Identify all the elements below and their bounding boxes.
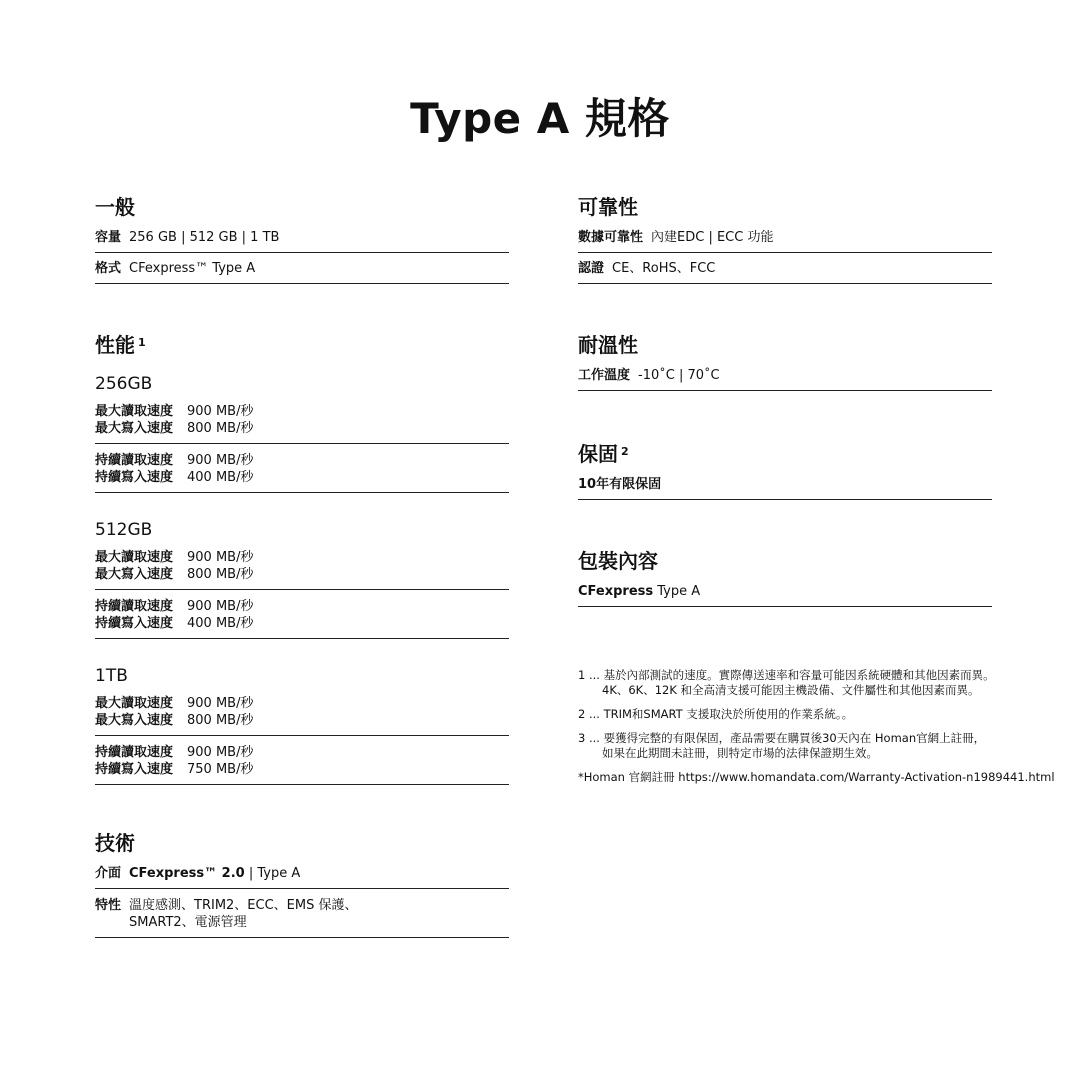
- max-write-value: 800 MB/秒: [187, 567, 254, 582]
- model-name: 256GB: [95, 374, 153, 394]
- temperature-heading: 耐溫性: [578, 333, 638, 357]
- model-block-256gb: [95, 373, 509, 493]
- max-read-value: 900 MB/秒: [187, 550, 254, 565]
- capacity-value: 256 GB | 512 GB | 1 TB: [129, 230, 280, 245]
- sus-read-value: 900 MB/秒: [187, 453, 254, 468]
- max-speed-row: [95, 403, 509, 444]
- max-read-label: 最大讀取速度: [95, 696, 174, 711]
- general-heading: 一般: [95, 195, 135, 219]
- features-line-2: SMART2、電源管理: [129, 915, 247, 930]
- max-write-label: 最大寫入速度: [95, 567, 174, 582]
- max-write-pair: [95, 420, 509, 437]
- format-row: [95, 260, 509, 284]
- package-heading: 包裝內容: [578, 549, 658, 573]
- model-name: 512GB: [95, 520, 153, 540]
- sus-read-pair: [95, 744, 509, 761]
- sus-write-value: 400 MB/秒: [187, 470, 254, 485]
- warranty-heading: [578, 441, 992, 467]
- sus-read-label: 持續讀取速度: [95, 745, 174, 760]
- data-reliability-value: 內建EDC | ECC 功能: [651, 230, 774, 245]
- format-value: CFexpress™ Type A: [129, 261, 256, 276]
- warranty-heading-text: 保固: [578, 442, 618, 466]
- sustained-speed-row: [95, 452, 509, 493]
- max-write-label: 最大寫入速度: [95, 421, 174, 436]
- performance-section: [95, 332, 509, 358]
- sus-write-pair: [95, 761, 509, 778]
- sus-write-pair: [95, 615, 509, 632]
- technology-section: [95, 830, 509, 938]
- sus-write-label: 持續寫入速度: [95, 762, 174, 777]
- interface-value-rest: | Type A: [244, 866, 301, 881]
- technology-heading: 技術: [95, 831, 135, 855]
- max-write-value: 800 MB/秒: [187, 713, 254, 728]
- max-read-pair: [95, 549, 509, 566]
- max-write-pair: [95, 566, 509, 583]
- sus-write-pair: [95, 469, 509, 486]
- sustained-speed-row: [95, 744, 509, 785]
- data-reliability-label: 數據可靠性: [578, 230, 644, 245]
- footnote-2-line-1: 2 ... TRIM和SMART 支援取決於所使用的作業系統。。: [578, 707, 854, 721]
- sus-read-label: 持續讀取速度: [95, 599, 174, 614]
- reliability-section: [578, 194, 992, 284]
- sus-read-pair: [95, 452, 509, 469]
- package-value-rest: Type A: [653, 584, 701, 599]
- capacity-row: [95, 229, 509, 253]
- sus-read-label: 持續讀取速度: [95, 453, 174, 468]
- page-title: Type A 規格: [410, 94, 670, 143]
- certification-row: [578, 260, 992, 284]
- footnote-1: [578, 668, 1058, 698]
- sus-read-pair: [95, 598, 509, 615]
- max-read-label: 最大讀取速度: [95, 550, 174, 565]
- format-label: 格式: [95, 261, 122, 276]
- certification-value: CE、RoHS、FCC: [612, 261, 716, 276]
- max-read-value: 900 MB/秒: [187, 404, 254, 419]
- package-value-bold: CFexpress: [578, 584, 654, 599]
- max-write-pair: [95, 712, 509, 729]
- max-read-pair: [95, 695, 509, 712]
- warranty-value: 10年有限保固: [578, 477, 662, 492]
- max-read-label: 最大讀取速度: [95, 404, 174, 419]
- sustained-speed-row: [95, 598, 509, 639]
- footnote-ref-1: 1: [138, 336, 146, 349]
- certification-label: 認證: [578, 261, 605, 276]
- warranty-registration-link[interactable]: *Homan 官網註冊 https://www.homandata.com/Warranty-Activation-n1989441.html: [578, 770, 1055, 784]
- temperature-section: [578, 332, 992, 391]
- sus-write-label: 持續寫入速度: [95, 470, 174, 485]
- warranty-row: [578, 476, 992, 500]
- interface-value-bold: CFexpress™ 2.0: [129, 866, 245, 881]
- data-reliability-row: [578, 229, 992, 253]
- footnotes: [578, 668, 1058, 785]
- features-line-1: 溫度感測、TRIM2、ECC、EMS 保護、: [129, 898, 358, 913]
- model-block-512gb: [95, 519, 509, 639]
- footnote-2: [578, 707, 1058, 722]
- sus-write-value: 400 MB/秒: [187, 616, 254, 631]
- footnote-ref-2: 2: [621, 445, 629, 458]
- performance-heading-text: 性能: [95, 333, 135, 357]
- sus-write-label: 持續寫入速度: [95, 616, 174, 631]
- performance-heading: [95, 332, 509, 358]
- general-section: [95, 194, 509, 284]
- max-write-value: 800 MB/秒: [187, 421, 254, 436]
- max-read-value: 900 MB/秒: [187, 696, 254, 711]
- interface-label: 介面: [95, 866, 122, 881]
- footnote-1-line-2: 4K、6K、12K 和全高清支援可能因主機設備、文件屬性和其他因素而異。: [602, 683, 980, 697]
- model-name: 1TB: [95, 666, 128, 686]
- footnote-3-line-1: 3 ... 要獲得完整的有限保固，產品需要在購買後30天內在 Homan官網上註冊，: [578, 731, 986, 745]
- footnote-3-line-2: 如果在此期間未註冊，則特定市場的法律保證期生效。: [602, 746, 878, 760]
- warranty-section: [578, 441, 992, 500]
- sus-write-value: 750 MB/秒: [187, 762, 254, 777]
- reliability-heading: 可靠性: [578, 195, 638, 219]
- capacity-label: 容量: [95, 230, 122, 245]
- max-read-pair: [95, 403, 509, 420]
- max-write-label: 最大寫入速度: [95, 713, 174, 728]
- features-value: [129, 897, 357, 931]
- sus-read-value: 900 MB/秒: [187, 599, 254, 614]
- model-block-1tb: [95, 665, 509, 785]
- package-section: [578, 548, 992, 607]
- footnote-1-line-1: 1 ... 基於內部測試的速度。實際傳送速率和容量可能因系統硬體和其他因素而異。: [578, 668, 995, 682]
- footnote-3: [578, 731, 1058, 761]
- sus-read-value: 900 MB/秒: [187, 745, 254, 760]
- package-row: [578, 583, 992, 607]
- max-speed-row: [95, 549, 509, 590]
- features-label: 特性: [95, 898, 122, 913]
- operating-temp-label: 工作溫度: [578, 368, 631, 383]
- operating-temp-row: [578, 367, 992, 391]
- interface-row: [95, 865, 509, 889]
- max-speed-row: [95, 695, 509, 736]
- features-row: [95, 897, 509, 938]
- operating-temp-value: -10˚C | 70˚C: [638, 368, 720, 383]
